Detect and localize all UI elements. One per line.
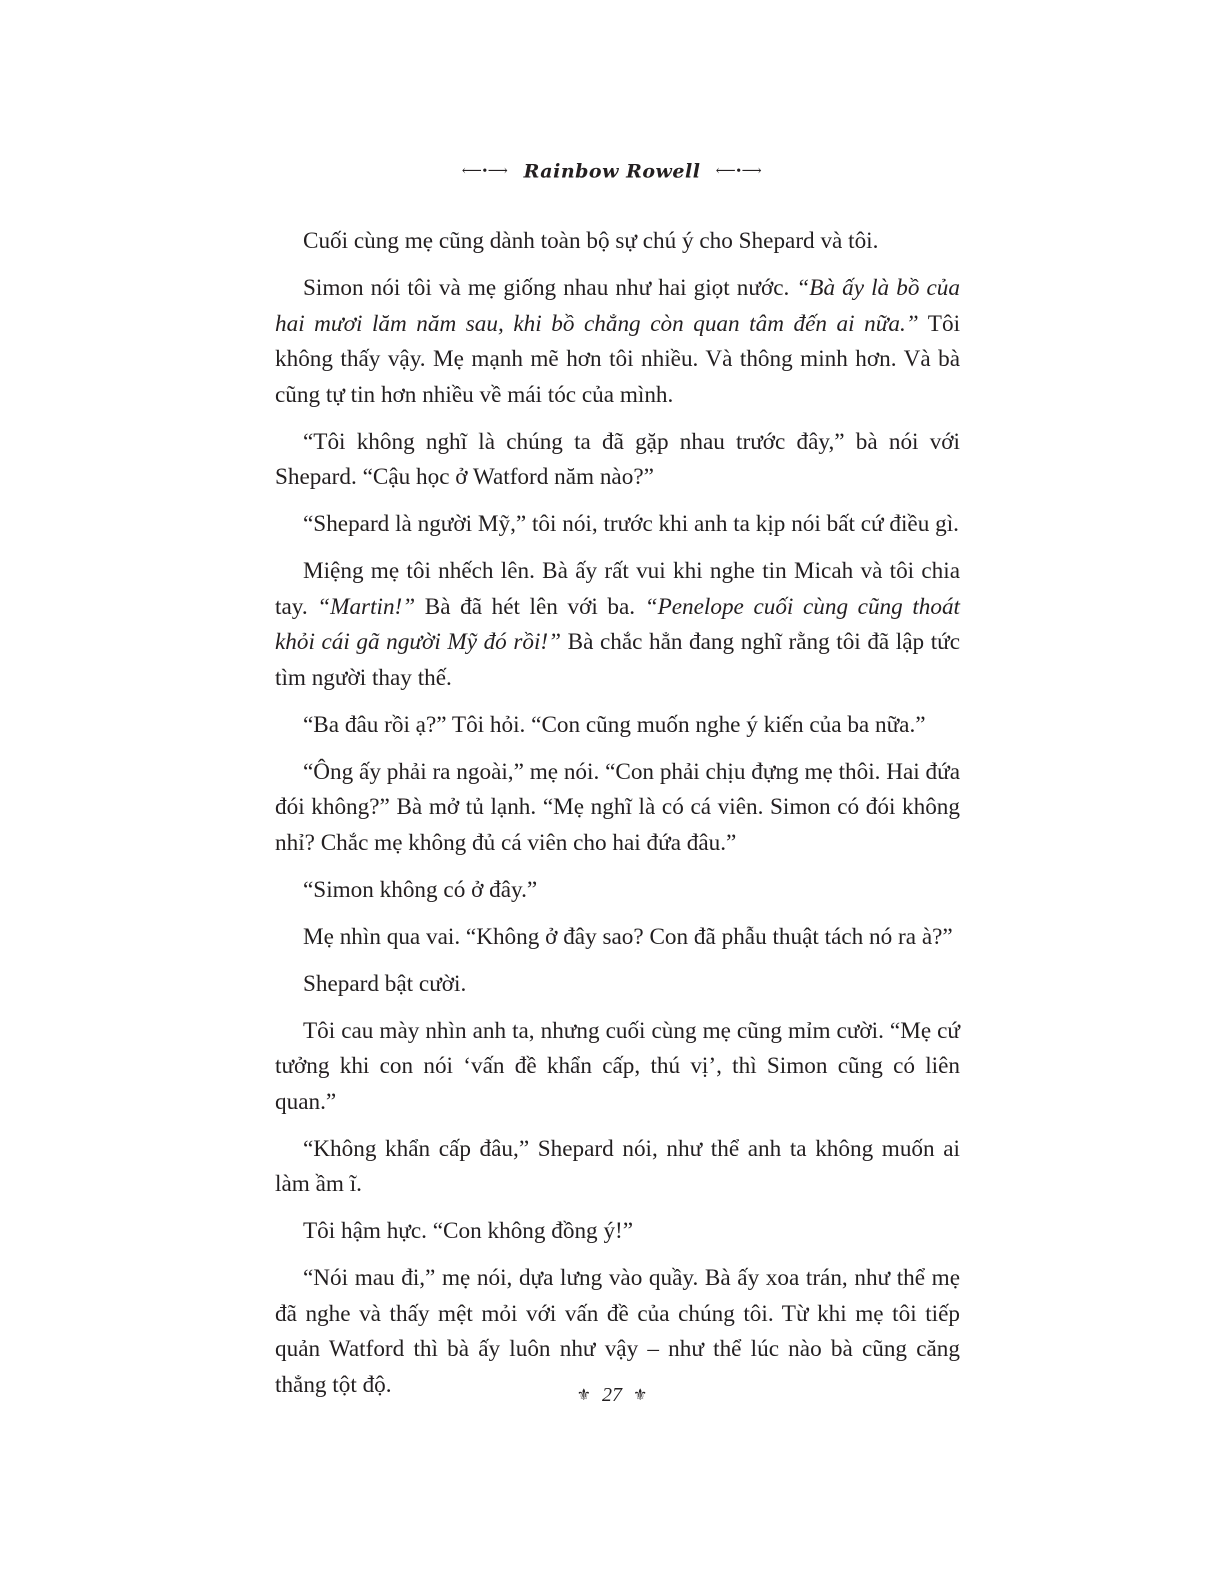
paragraph xyxy=(275,224,960,260)
text-run: Miệng mẹ tôi nhếch lên. Bà ấy rất vui khi nghe tin Micah và tôi chia tay. xyxy=(275,558,960,620)
text-run: Bà chắc hẳn đang nghĩ rằng tôi đã lập tức tìm người thay thế. xyxy=(275,629,960,691)
paragraph xyxy=(275,920,960,956)
author-name: Rainbow Rowell xyxy=(523,160,701,183)
paragraph xyxy=(275,873,960,909)
paragraph xyxy=(275,425,960,496)
italic-quote: “Martin!” xyxy=(317,593,416,620)
text-run: Shepard bật cười. xyxy=(303,970,467,997)
text-run: “Không khẩn cấp đâu,” Shepard nói, như thể anh ta không muốn ai làm ầm ĩ. xyxy=(275,1135,960,1197)
text-run: “Nói mau đi,” mẹ nói, dựa lưng vào quầy. Bà ấy xoa trán, như thể mẹ đã nghe và thấy mệt mỏi với vấn đề của chúng tôi. Từ khi mẹ tôi tiếp quản Watford thì bà ấy luôn như vậy – như thể lúc nào bà cũng căng thẳng tột độ. xyxy=(275,1265,960,1398)
text-run: “Tôi không nghĩ là chúng ta đã gặp nhau trước đây,” bà nói với Shepard. “Cậu học ở Watford năm nào?” xyxy=(275,428,960,490)
text-run: Tôi cau mày nhìn anh ta, nhưng cuối cùng mẹ cũng mỉm cười. “Mẹ cứ tưởng khi con nói ‘vấn đề khẩn cấp, thú vị’, thì Simon cũng có liên quan.” xyxy=(275,1017,960,1115)
text-run: Bà đã hét lên với ba. xyxy=(415,593,645,620)
paragraph xyxy=(275,1014,960,1121)
paragraph xyxy=(275,1261,960,1403)
text-run: Cuối cùng mẹ cũng dành toàn bộ sự chú ý cho Shepard và tôi. xyxy=(303,228,879,254)
paragraph xyxy=(275,554,960,696)
paragraph xyxy=(275,708,960,744)
paragraph xyxy=(275,755,960,862)
text-run: “Ba đâu rồi ạ?” Tôi hỏi. “Con cũng muốn nghe ý kiến của ba nữa.” xyxy=(303,711,926,738)
fleur-right-icon: ⚜ xyxy=(633,1387,648,1405)
text-run: Tôi không thấy vậy. Mẹ mạnh mẽ hơn tôi nhiều. Và thông minh hơn. Và bà cũng tự tin hơn nhiều về mái tóc của mình. xyxy=(275,310,961,408)
text-run: “Simon không có ở đây.” xyxy=(303,876,538,903)
text-run: “Shepard là người Mỹ,” tôi nói, trước khi anh ta kịp nói bất cứ điều gì. xyxy=(303,511,959,537)
paragraph xyxy=(275,271,960,413)
paragraph xyxy=(275,1214,960,1250)
page-number: 27 xyxy=(602,1383,622,1406)
ornament-right-icon: ⟵•⟶ xyxy=(715,164,763,180)
ornament-left-icon: ⟵•⟶ xyxy=(461,164,509,180)
italic-quote: “Bà ấy là bồ của hai mươi lăm năm sau, khi bồ chẳng còn quan tâm đến ai nữa.” xyxy=(275,275,960,337)
body-text xyxy=(275,224,960,1403)
text-run: Simon nói tôi và mẹ giống nhau như hai giọt nước. xyxy=(303,275,797,301)
text-run: “Ông ấy phải ra ngoài,” mẹ nói. “Con phải chịu đựng mẹ thôi. Hai đứa đói không?” Bà mở tủ lạnh. “Mẹ nghĩ là có cá viên. Simon có đói không nhỉ? Chắc mẹ không đủ cá viên cho hai đứa đâu.” xyxy=(275,758,960,856)
fleur-left-icon: ⚜ xyxy=(576,1387,591,1405)
paragraph xyxy=(275,967,960,1003)
paragraph xyxy=(275,1132,960,1203)
text-run: Mẹ nhìn qua vai. “Không ở đây sao? Con đã phẫu thuật tách nó ra à?” xyxy=(303,923,953,950)
italic-quote: “Penelope cuối cùng cũng thoát khỏi cái gã người Mỹ đó rồi!” xyxy=(275,593,960,655)
text-run: Tôi hậm hực. “Con không đồng ý!” xyxy=(303,1218,634,1244)
running-header xyxy=(0,160,1224,183)
paragraph xyxy=(275,507,960,543)
page-footer xyxy=(0,1383,1224,1407)
